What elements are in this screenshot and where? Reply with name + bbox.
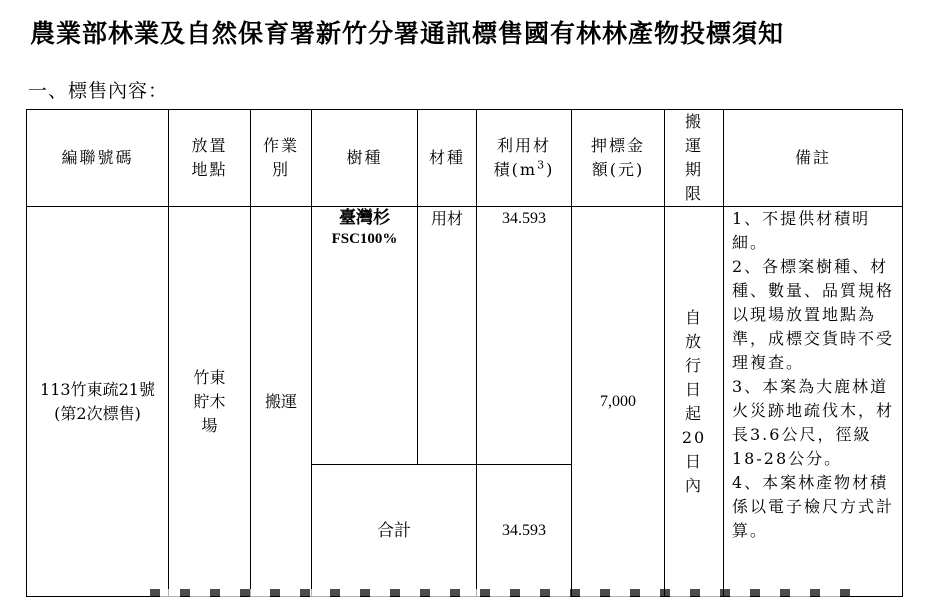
header-row: [27, 110, 903, 207]
species-certification: FSC100%: [331, 231, 398, 247]
header-operation: 作業別: [251, 110, 312, 207]
cell-species: [312, 207, 418, 465]
cell-code: [27, 207, 169, 597]
document-title: 農業部林業及自然保育署新竹分署通訊標售國有林林產物投標須知: [30, 19, 785, 48]
code-sale-round: (第2次標售): [54, 403, 141, 423]
cell-volume: 34.593: [477, 207, 572, 465]
cell-location: 竹東貯木場: [169, 207, 251, 597]
bid-table: [26, 109, 903, 597]
header-material: 材種: [418, 110, 477, 207]
remark-item-1: 1、不提供材積明細。: [732, 209, 871, 252]
section-heading: 一、標售內容：: [28, 80, 169, 102]
remark-item-4: 4、本案林產物材積係以電子檢尺方式計算。: [732, 473, 895, 540]
cell-period: 自放行日起20日內: [665, 207, 724, 597]
code-value: 113竹東疏21號: [40, 379, 155, 399]
data-row: [27, 207, 903, 465]
cell-material: 用材: [418, 207, 477, 465]
total-label: 合計: [312, 465, 477, 597]
total-volume: 34.593: [477, 465, 572, 597]
header-deposit: 押標金額(元): [572, 110, 665, 207]
cell-remarks: [724, 207, 903, 597]
remark-item-2: 2、各標案樹種、材種、數量、品質規格以現場放置地點為準，成標交貨時不受理複查。: [732, 257, 895, 372]
header-species: 樹種: [312, 110, 418, 207]
remark-item-3: 3、本案為大鹿林道火災跡地疏伐木，材長3.6公尺，徑級18-28公分。: [732, 377, 895, 468]
header-remarks: 備註: [724, 110, 903, 207]
species-name: 臺灣杉: [339, 208, 390, 228]
cell-operation: 搬運: [251, 207, 312, 597]
volume-unit-superscript: 3: [537, 158, 547, 172]
header-code: 編聯號碼: [27, 110, 169, 207]
header-volume: 利用材積$(m^3)$: [477, 110, 572, 207]
cell-deposit: 7,000: [572, 207, 665, 597]
header-location: 放置地點: [169, 110, 251, 207]
header-period: 搬運期限: [665, 110, 724, 207]
